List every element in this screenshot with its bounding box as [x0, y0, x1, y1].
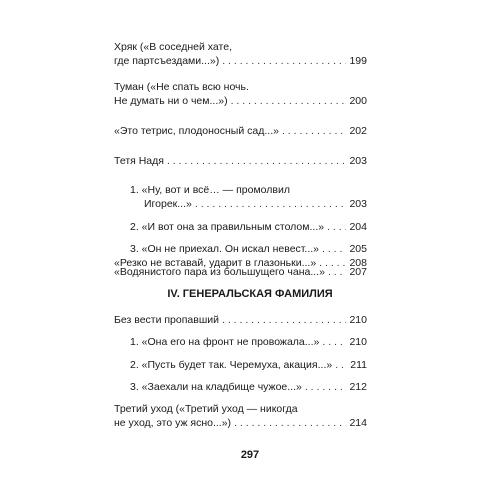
dot-leader	[222, 313, 346, 327]
toc-entry-text-line: Игорек...»	[144, 198, 192, 210]
toc-entry	[130, 242, 367, 256]
toc-entry	[130, 183, 367, 211]
section-title: IV. ГЕНЕРАЛЬСКАЯ ФАМИЛИЯ	[167, 288, 333, 300]
dot-leader	[167, 154, 347, 168]
toc-entry-text-line: 3. «Он не приехал. Он искал невест...»	[130, 243, 320, 255]
toc-page-number: 207	[349, 266, 367, 278]
toc-entry	[114, 80, 367, 108]
toc-entry	[114, 154, 367, 168]
toc-page-number: 214	[349, 417, 367, 429]
dot-leader	[319, 256, 346, 270]
dot-leader	[322, 242, 346, 256]
toc-page-number: 199	[349, 55, 367, 67]
toc-entry-text-line: «Резко не вставай, ударит в глазоньки...»	[114, 257, 317, 269]
toc-entry-text-line: Без вести пропавший	[114, 314, 219, 326]
dot-leader	[234, 416, 346, 430]
page-number: 297	[240, 449, 260, 461]
toc-entry-text-line: Тетя Надя	[114, 155, 164, 167]
toc-entry	[114, 40, 367, 68]
dot-leader	[222, 54, 346, 68]
toc-entry-text-line: 2. «Пусть будет так. Черемуха, акация...»	[130, 359, 333, 371]
toc-entry	[130, 380, 367, 394]
dot-leader	[195, 197, 347, 211]
toc-entry	[130, 220, 367, 234]
toc-entry-text-line: где партсъездами...»)	[114, 55, 220, 67]
toc-entry	[130, 358, 367, 372]
toc-entry	[114, 124, 367, 138]
toc-entry-text-line: 1. «Она его на фронт не провожала...»	[130, 336, 320, 348]
toc-page-number: 210	[349, 336, 367, 348]
toc-entry-text-line: Туман («Не спать всю ночь.	[114, 81, 249, 93]
dot-leader	[322, 335, 346, 349]
toc-entry-text-line: Не думать ни о чем...»)	[114, 95, 228, 107]
toc-page-number: 208	[349, 257, 367, 269]
dot-leader	[327, 220, 346, 234]
toc-page-number: 205	[349, 243, 367, 255]
dot-leader	[305, 380, 347, 394]
toc-page-number: 210	[349, 314, 367, 326]
toc-entry-text-line: Хряк («В соседней хате,	[114, 41, 232, 53]
toc-entry	[130, 335, 367, 349]
toc-entry-text-line: не уход, это уж ясно...»)	[114, 417, 232, 429]
dot-leader	[335, 358, 347, 372]
toc-page-number: 200	[349, 95, 367, 107]
toc-page-number: 211	[350, 359, 367, 371]
dot-leader	[231, 94, 347, 108]
toc-page-number: 203	[349, 155, 367, 167]
toc-entry	[114, 402, 367, 430]
toc-entry	[114, 256, 367, 270]
toc-entry-text-line: «Это тетрис, плодоносный сад...»	[114, 125, 279, 137]
toc-entry-text-line: «Водянистого пара из большущего чана...»	[114, 266, 325, 278]
toc-page-number: 202	[349, 125, 367, 137]
toc-entry	[114, 313, 367, 327]
toc-page-number: 204	[349, 221, 367, 233]
toc-entry-text-line: 3. «Заехали на кладбище чужое...»	[130, 381, 302, 393]
toc-entry-text-line: 2. «И вот она за правильным столом...»	[130, 221, 325, 233]
toc-entry-text-line: 1. «Ну, вот и всё… — промолвил	[130, 184, 290, 196]
toc-entry-text-line: Третий уход («Третий уход — никогда	[114, 403, 298, 415]
dot-leader	[282, 124, 347, 138]
toc-page-number: 212	[349, 381, 367, 393]
toc-page-number: 203	[349, 198, 367, 210]
